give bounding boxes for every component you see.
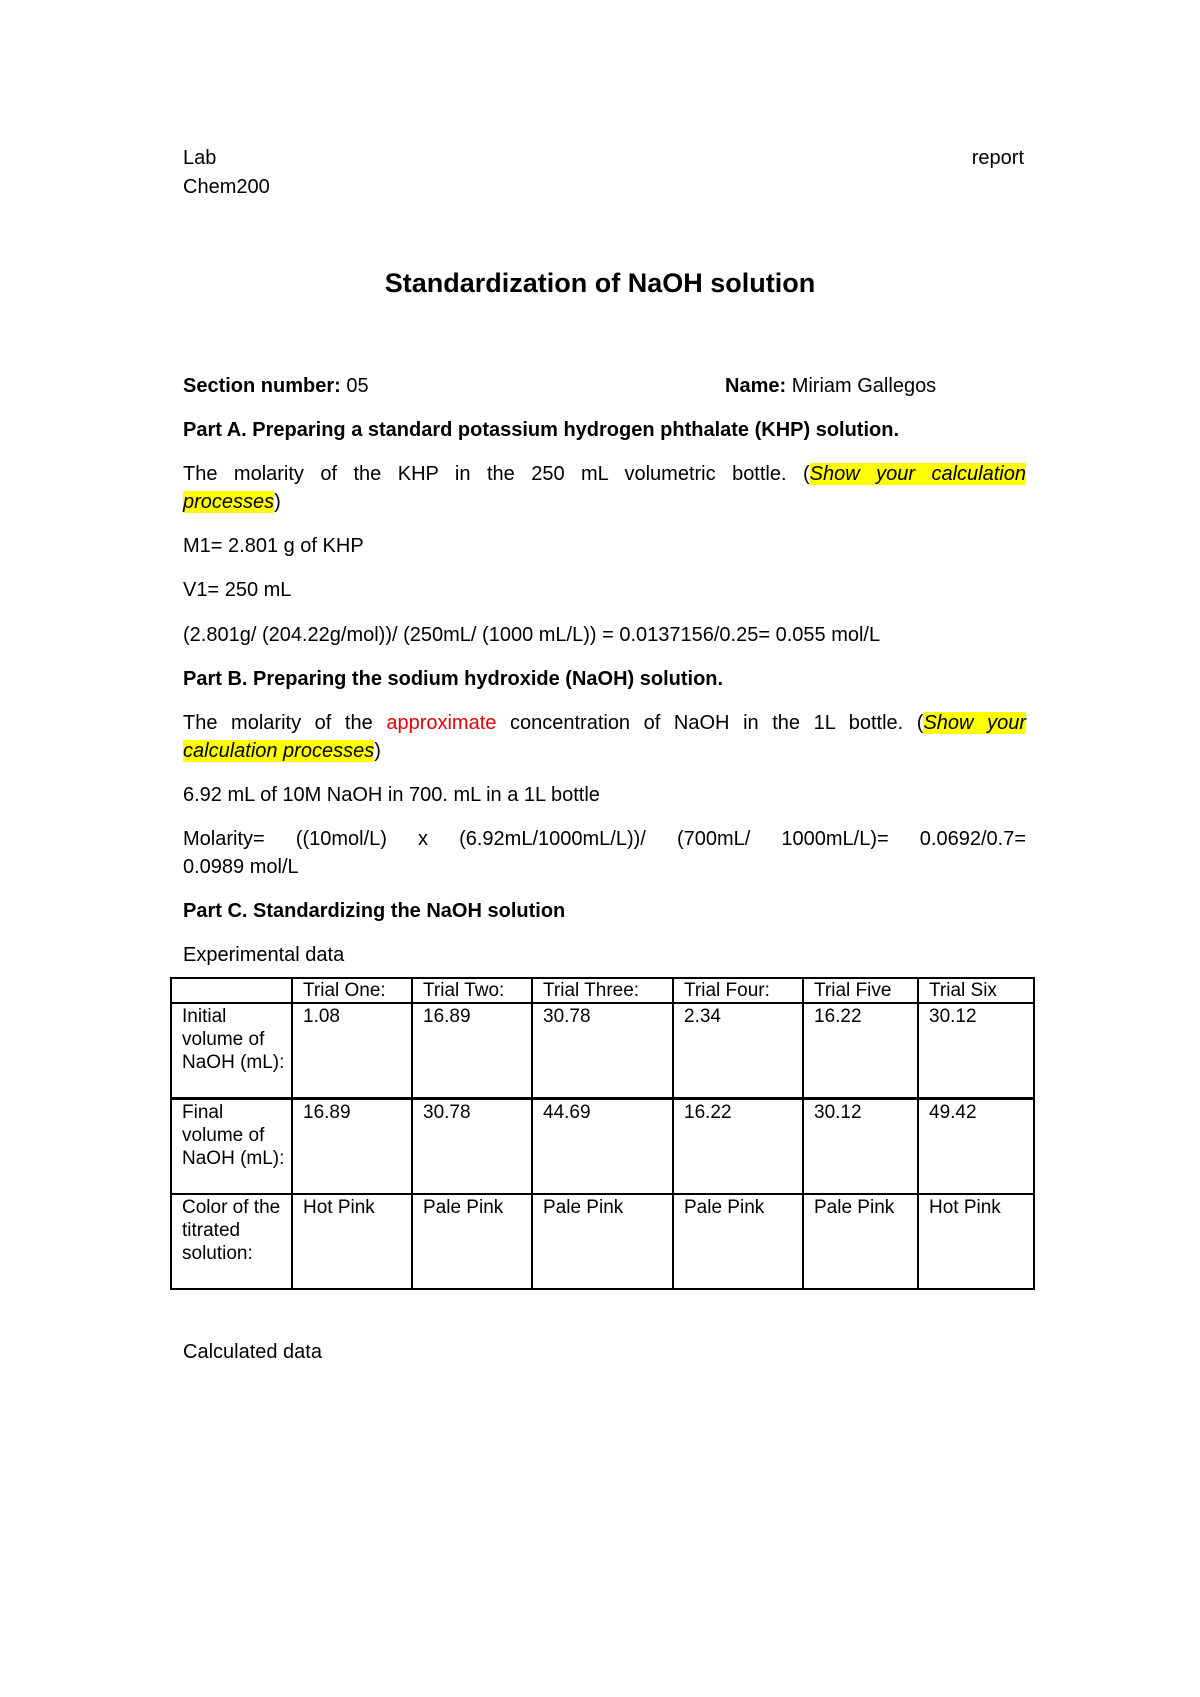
table-header-cell: Trial Two: bbox=[412, 978, 532, 1003]
table-row bbox=[171, 1194, 1034, 1289]
part-b-approximate: approximate bbox=[386, 712, 497, 734]
experimental-data-table bbox=[170, 977, 1035, 1290]
name-label: Name: bbox=[725, 375, 787, 397]
part-b-question-line2 bbox=[183, 737, 381, 765]
experimental-data-label: Experimental data bbox=[183, 944, 345, 966]
table-header-cell: Trial Three: bbox=[532, 978, 673, 1003]
part-b-question-pre: The molarity of the bbox=[183, 712, 387, 734]
part-c-heading: Part C. Standardizing the NaOH solution bbox=[183, 900, 566, 922]
table-cell: Pale Pink bbox=[412, 1194, 532, 1289]
table-cell: Pale Pink bbox=[803, 1194, 918, 1289]
part-b-heading: Part B. Preparing the sodium hydroxide (NaOH) solution. bbox=[183, 668, 724, 690]
table-cell: 49.42 bbox=[918, 1099, 1034, 1195]
part-a-question-close: ) bbox=[274, 491, 281, 513]
table-cell: 30.78 bbox=[412, 1099, 532, 1195]
row-label: Color of the titrated solution: bbox=[171, 1194, 292, 1289]
section-label: Section number: bbox=[183, 375, 341, 397]
table-cell: 30.12 bbox=[803, 1099, 918, 1195]
name-value: Miriam Gallegos bbox=[791, 375, 937, 397]
part-a-calculation: (2.801g/ (204.22g/mol))/ (250mL/ (1000 mL/L)) = 0.0137156/0.25= 0.055 mol/L bbox=[183, 624, 881, 646]
table-cell: 16.89 bbox=[412, 1003, 532, 1099]
table-header-cell: Trial Four: bbox=[673, 978, 803, 1003]
part-b-highlight-2: calculation processes bbox=[183, 740, 375, 762]
row-label: Initial volume of NaOH (mL): bbox=[171, 1003, 292, 1099]
table-cell: 2.34 bbox=[673, 1003, 803, 1099]
header-report: report bbox=[971, 147, 1024, 169]
part-a-mass: M1= 2.801 g of KHP bbox=[183, 535, 364, 557]
part-b-question-line1 bbox=[183, 709, 1026, 737]
table-header-cell: Trial Six bbox=[918, 978, 1034, 1003]
part-b-given: 6.92 mL of 10M NaOH in 700. mL in a 1L bottle bbox=[183, 784, 600, 806]
part-a-question-line2 bbox=[183, 488, 281, 516]
page-title: Standardization of NaOH solution bbox=[384, 268, 816, 298]
part-a-question-line1 bbox=[183, 460, 1026, 488]
table-header-cell bbox=[171, 978, 292, 1003]
section-value: 05 bbox=[346, 375, 369, 397]
table-cell: Pale Pink bbox=[673, 1194, 803, 1289]
table-cell: 16.89 bbox=[292, 1099, 412, 1195]
row-label: Final volume of NaOH (mL): bbox=[171, 1099, 292, 1195]
section-number bbox=[183, 372, 369, 400]
table-cell: Pale Pink bbox=[532, 1194, 673, 1289]
table-cell: 16.22 bbox=[803, 1003, 918, 1099]
table-row bbox=[171, 1003, 1034, 1099]
header-lab: Lab bbox=[183, 147, 217, 169]
part-a-question-text: The molarity of the KHP in the 250 mL volumetric bottle. ( bbox=[183, 463, 810, 485]
table-header-cell: Trial Five bbox=[803, 978, 918, 1003]
part-b-calculation-line1: Molarity= ((10mol/L) x (6.92mL/1000mL/L))/ (700mL/ 1000mL/L)= 0.0692/0.7= bbox=[183, 828, 1026, 850]
table-cell: 30.12 bbox=[918, 1003, 1034, 1099]
calculated-data-label: Calculated data bbox=[183, 1341, 322, 1363]
table-header-row bbox=[171, 978, 1034, 1003]
table-header-cell: Trial One: bbox=[292, 978, 412, 1003]
header-course: Chem200 bbox=[183, 176, 270, 198]
part-b-question-close: ) bbox=[374, 740, 381, 762]
student-name bbox=[725, 372, 936, 400]
part-a-volume: V1= 250 mL bbox=[183, 579, 292, 601]
table-cell: Hot Pink bbox=[918, 1194, 1034, 1289]
part-a-highlight-1: Show your calculation bbox=[809, 463, 1026, 485]
table-cell: 1.08 bbox=[292, 1003, 412, 1099]
table-row bbox=[171, 1099, 1034, 1195]
table-cell: 44.69 bbox=[532, 1099, 673, 1195]
table-cell: 30.78 bbox=[532, 1003, 673, 1099]
table-cell: 16.22 bbox=[673, 1099, 803, 1195]
part-b-question-post: concentration of NaOH in the 1L bottle. ( bbox=[496, 712, 924, 734]
table-cell: Hot Pink bbox=[292, 1194, 412, 1289]
part-b-calculation-line2: 0.0989 mol/L bbox=[183, 856, 299, 878]
part-b-highlight-1: Show your bbox=[923, 712, 1026, 734]
part-a-heading: Part A. Preparing a standard potassium hydrogen phthalate (KHP) solution. bbox=[183, 419, 900, 441]
part-a-highlight-2: processes bbox=[183, 491, 275, 513]
